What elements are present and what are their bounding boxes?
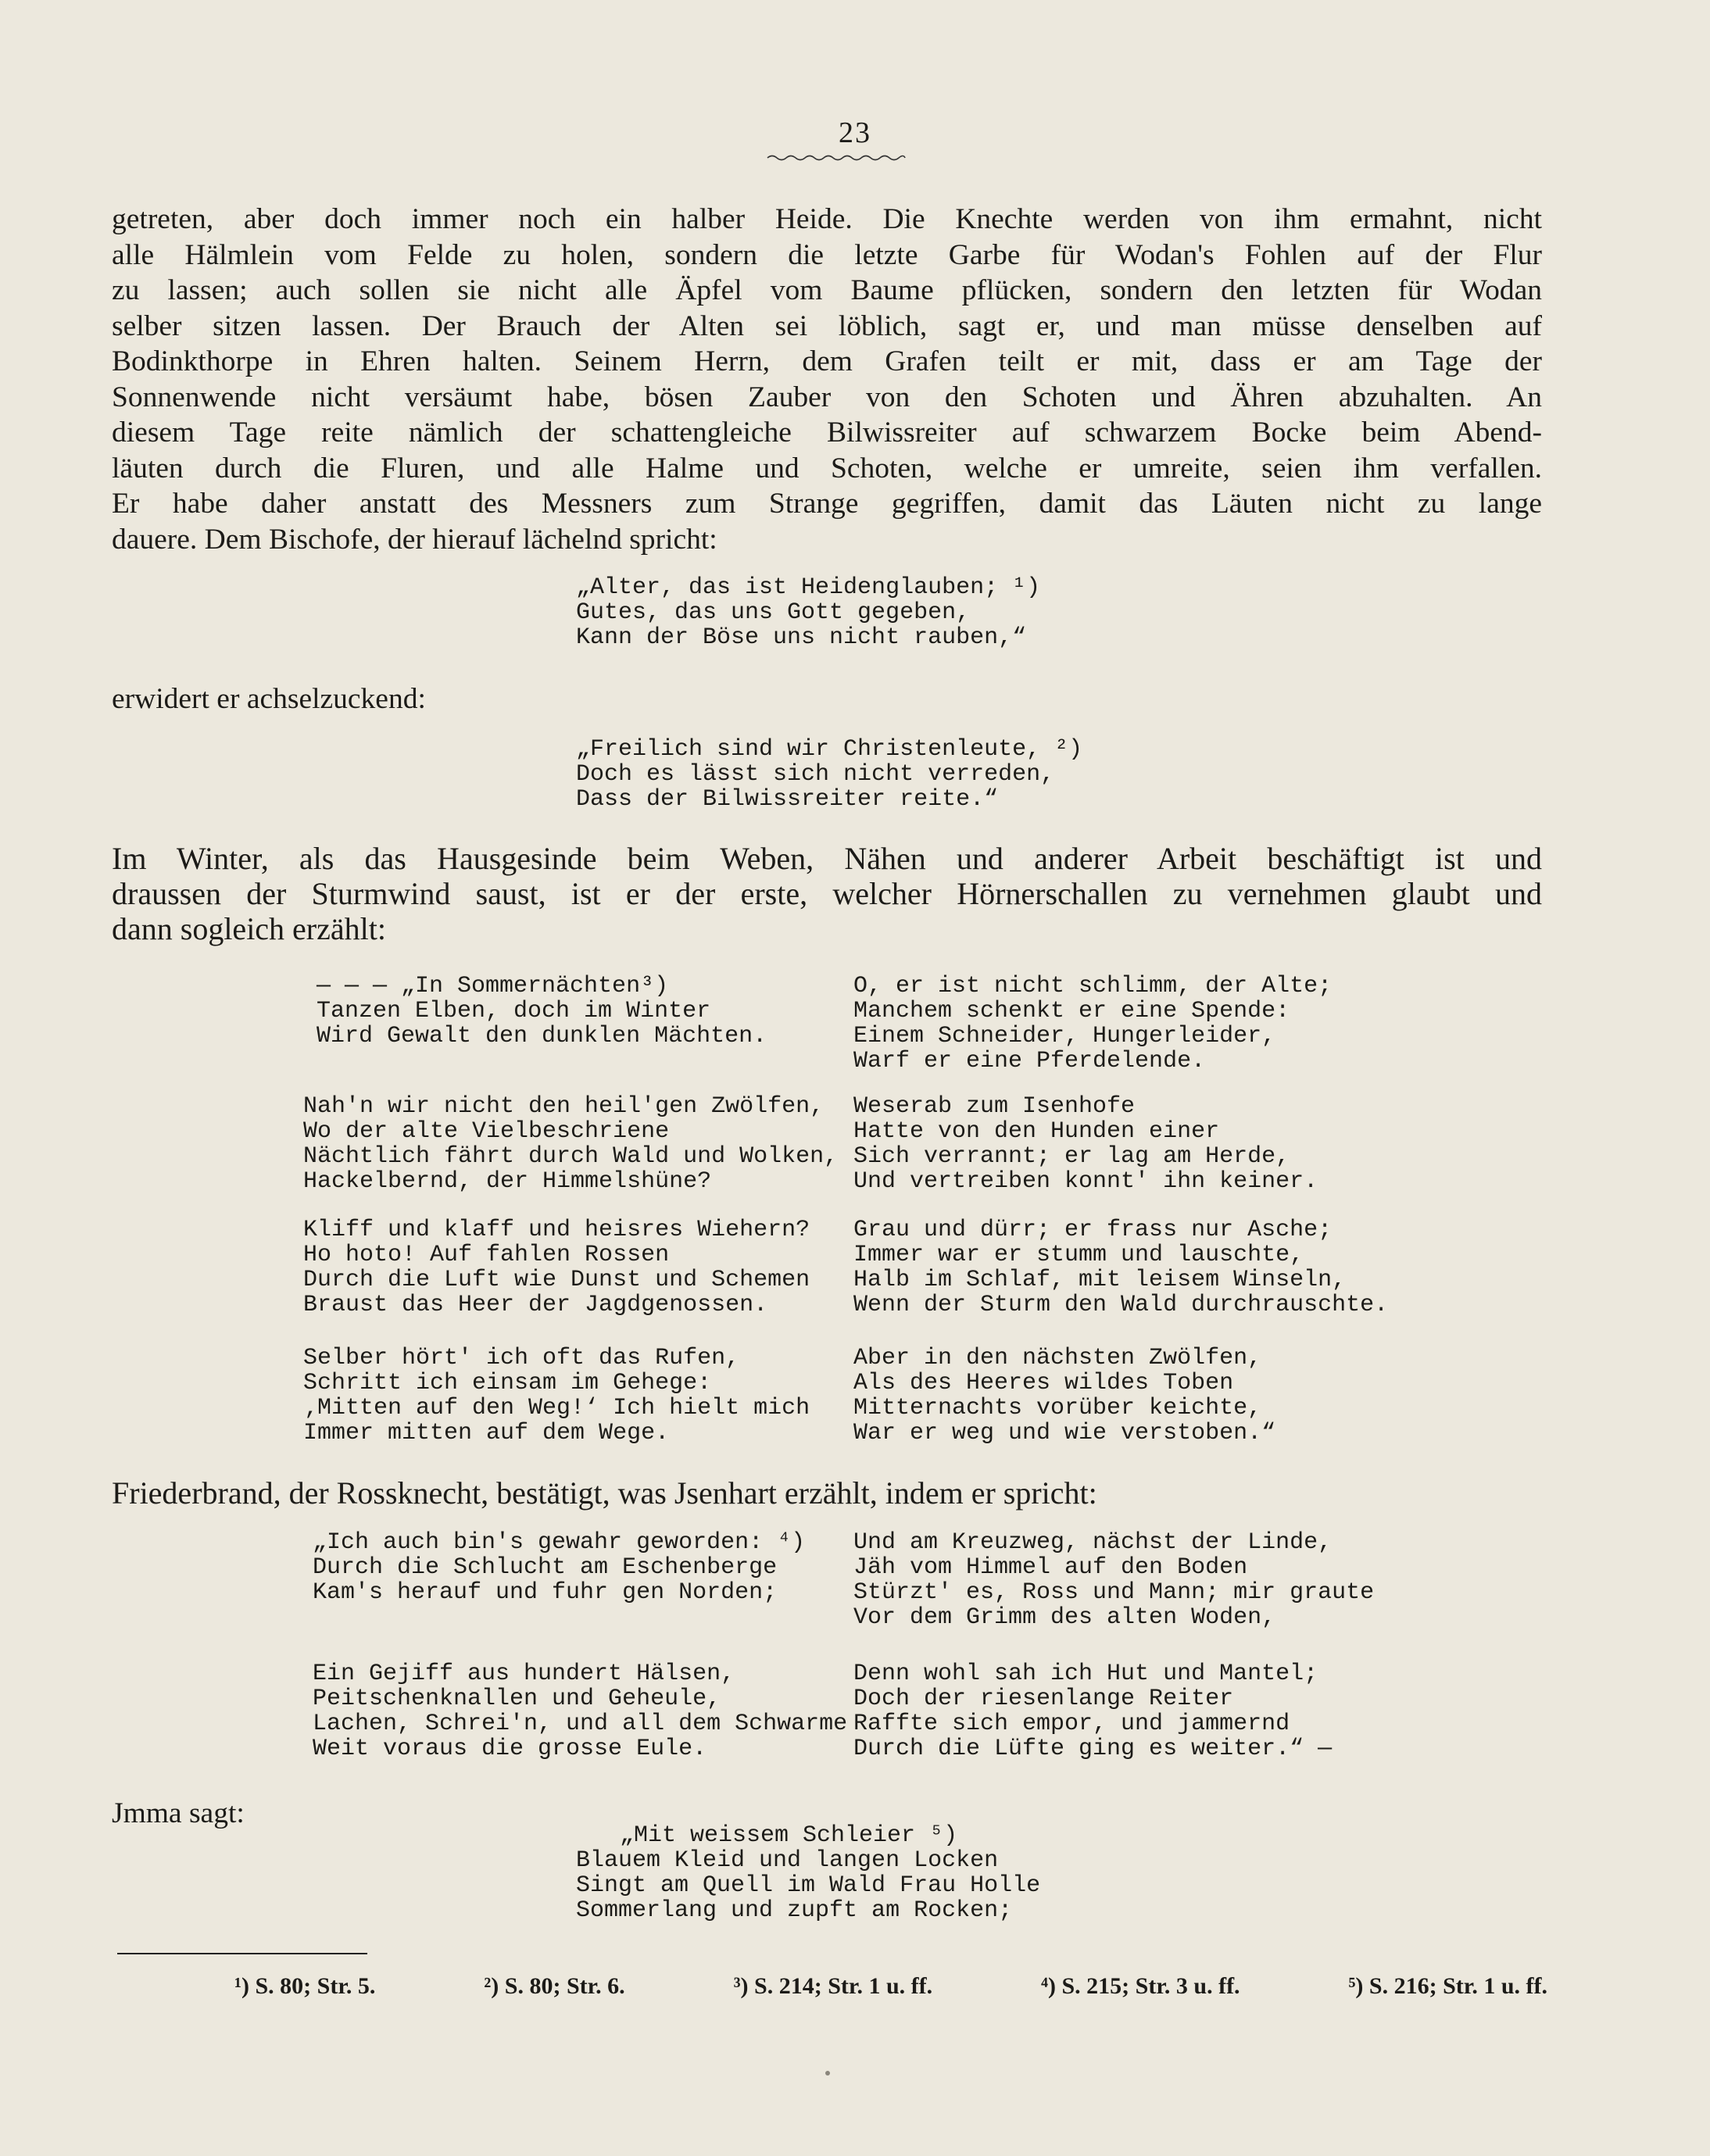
text-line: Jmma sagt: (112, 1797, 245, 1829)
verse-line: Hackelbernd, der Himmelshüne? (303, 1168, 712, 1195)
verse-winter-left-3 (303, 1217, 810, 1318)
text-line: getreten, aber doch immer noch ein halber Heide. Die Knechte werden von ihm ermahnt, nicht (112, 203, 1542, 235)
page-number-ornament-icon (766, 153, 907, 163)
verse-line: Weit voraus die grosse Eule. (313, 1736, 707, 1762)
page-number: 23 (839, 116, 871, 149)
verse-line: Wo der alte Vielbeschriene (303, 1118, 670, 1145)
verse-line: Schritt ich einsam im Gehege: (303, 1370, 712, 1396)
verse-bishop (576, 575, 1040, 650)
verse-line: „Mit weissem Schleier ⁵) (620, 1822, 958, 1849)
verse-line: Ho hoto! Auf fahlen Rossen (303, 1242, 670, 1268)
verse-line: Hatte von den Hunden einer (853, 1118, 1220, 1145)
text-line: dann sogleich erzählt: (112, 911, 386, 946)
verse-friederbrand-right-1 (853, 1530, 1374, 1630)
verse-line: Einem Schneider, Hungerleider, (853, 1023, 1276, 1049)
verse-friederbrand-right-2 (853, 1661, 1332, 1761)
verse-line: Lachen, Schrei'n, und all dem Schwarme (313, 1711, 848, 1737)
text-line: Im Winter, als das Hausgesinde beim Weben, Nähen und anderer Arbeit beschäftigt ist und (112, 841, 1542, 876)
verse-line: Jäh vom Himmel auf den Boden (853, 1554, 1248, 1581)
paragraph-2 (112, 681, 1542, 717)
text-line: erwidert er achselzuckend: (112, 683, 426, 715)
verse-line: — — — „In Sommernächten³) (317, 973, 669, 999)
paragraph-4 (112, 1475, 1542, 1511)
verse-line: Braust das Heer der Jagdgenossen. (303, 1292, 768, 1318)
text-line: dauere. Dem Bischofe, der hierauf lächelnd spricht: (112, 523, 717, 556)
verse-winter-right-1 (853, 974, 1332, 1074)
verse-line: Kliff und klaff und heisres Wiehern? (303, 1217, 810, 1243)
footnote-3: ³) S. 214; Str. 1 u. ff. (733, 1973, 933, 1999)
verse-line: Singt am Quell im Wald Frau Holle (576, 1872, 1041, 1899)
verse-winter-left-1 (317, 974, 767, 1049)
verse-line: Und am Kreuzweg, nächst der Linde, (853, 1529, 1333, 1556)
verse-line: Aber in den nächsten Zwölfen, (853, 1345, 1262, 1371)
verse-line: „Ich auch bin's gewahr geworden: ⁴) (313, 1529, 806, 1556)
verse-line: War er weg und wie verstoben.“ (853, 1420, 1276, 1446)
text-line: Er habe daher anstatt des Messners zum Strange gegriffen, damit das Läuten nicht zu lange (112, 488, 1542, 520)
verse-line: Sommerlang und zupft am Rocken; (576, 1897, 1013, 1924)
verse-line: Manchem schenkt er eine Spende: (853, 998, 1290, 1024)
text-line: Bodinkthorpe in Ehren halten. Seinem Herrn, dem Grafen teilt er mit, dass er am Tage der (112, 345, 1542, 377)
verse-line: Ein Gejiff aus hundert Hälsen, (313, 1661, 735, 1687)
text-line: Friederbrand, der Rossknecht, bestätigt, was Jsenhart erzählt, indem er spricht: (112, 1475, 1097, 1511)
verse-winter-right-3 (853, 1217, 1388, 1318)
verse-line: Durch die Lüfte ging es weiter.“ — (853, 1736, 1333, 1762)
verse-line: Durch die Schlucht am Eschenberge (313, 1554, 778, 1581)
verse-line: Durch die Luft wie Dunst und Schemen (303, 1267, 810, 1293)
text-line: läuten durch die Fluren, und alle Halme und Schoten, welche er umreite, seien ihm verfallen. (112, 452, 1542, 484)
verse-winter-left-4 (303, 1346, 810, 1446)
footnotes (234, 1973, 1547, 2000)
verse-line: Mitternachts vorüber keichte, (853, 1395, 1262, 1421)
verse-line: Halb im Schlaf, mit leisem Winseln, (853, 1267, 1347, 1293)
text-line: diesem Tage reite nämlich der schattengleiche Bilwissreiter auf schwarzem Bocke beim Abend- (112, 417, 1542, 449)
footnote-5: ⁵) S. 216; Str. 1 u. ff. (1348, 1973, 1547, 1999)
verse-line: Kam's herauf und fuhr gen Norden; (313, 1579, 778, 1606)
text-line: selber sitzen lassen. Der Brauch der Alten sei löblich, sagt er, und man müsse denselben auf (112, 309, 1542, 342)
verse-line: Selber hört' ich oft das Rufen, (303, 1345, 740, 1371)
verse-line: Dass der Bilwissreiter reite.“ (576, 786, 999, 813)
verse-line: Tanzen Elben, doch im Winter (317, 998, 711, 1024)
verse-friederbrand-left-2 (313, 1661, 847, 1761)
verse-line: Blauem Kleid und langen Locken (576, 1847, 999, 1874)
verse-line: Als des Heeres wildes Toben (853, 1370, 1234, 1396)
verse-line: Kann der Böse uns nicht rauben,“ (576, 624, 1027, 651)
verse-line: Stürzt' es, Ross und Mann; mir graute (853, 1579, 1375, 1606)
verse-winter-left-2 (303, 1094, 838, 1194)
verse-line: Grau und dürr; er frass nur Asche; (853, 1217, 1333, 1243)
verse-line: O, er ist nicht schlimm, der Alte; (853, 973, 1333, 999)
text-line: Sonnenwende nicht versäumt habe, bösen Zauber von den Schoten und Ähren abzuhalten. An (112, 381, 1542, 413)
paragraph-1 (112, 202, 1542, 557)
text-line: zu lassen; auch sollen sie nicht alle Äpfel vom Baume pflücken, sondern den letzten für Wodan (112, 274, 1542, 306)
verse-winter-right-4 (853, 1346, 1275, 1446)
verse-line: Wird Gewalt den dunklen Mächten. (317, 1023, 767, 1049)
verse-line: Denn wohl sah ich Hut und Mantel; (853, 1661, 1318, 1687)
verse-line: ‚Mitten auf den Weg!‘ Ich hielt mich (303, 1395, 810, 1421)
footnote-4: ⁴) S. 215; Str. 3 u. ff. (1041, 1973, 1240, 1999)
footnote-rule (117, 1953, 367, 1954)
footnote-2: ²) S. 80; Str. 6. (484, 1973, 625, 1999)
verse-friederbrand-left-1 (313, 1530, 805, 1605)
verse-line: Gutes, das uns Gott gegeben, (576, 599, 971, 626)
verse-line: Immer war er stumm und lauschte, (853, 1242, 1304, 1268)
verse-line: „Alter, das ist Heidenglauben; ¹) (576, 574, 1041, 601)
verse-line: Immer mitten auf dem Wege. (303, 1420, 670, 1446)
paragraph-3 (112, 841, 1542, 946)
verse-christians (576, 737, 1082, 812)
verse-line: Raffte sich empor, und jammernd (853, 1711, 1290, 1737)
verse-line: Nah'n wir nicht den heil'gen Zwölfen, (303, 1093, 825, 1120)
verse-line: Weserab zum Isenhofe (853, 1093, 1136, 1120)
verse-winter-right-2 (853, 1094, 1318, 1194)
verse-line: Nächtlich fährt durch Wald und Wolken, (303, 1143, 839, 1170)
verse-line: Warf er eine Pferdelende. (853, 1048, 1206, 1074)
footnote-1: ¹) S. 80; Str. 5. (234, 1973, 376, 1999)
verse-line: Doch es lässt sich nicht verreden, (576, 761, 1055, 788)
verse-line: Sich verrannt; er lag am Herde, (853, 1143, 1290, 1170)
verse-line: Vor dem Grimm des alten Woden, (853, 1604, 1276, 1631)
text-line: alle Hälmlein vom Felde zu holen, sondern die letzte Garbe für Wodan's Fohlen auf der Flur (112, 238, 1542, 271)
verse-line: Wenn der Sturm den Wald durchrauschte. (853, 1292, 1389, 1318)
text-line: draussen der Sturmwind saust, ist er der erste, welcher Hörnerschallen zu vernehmen glaubt und (112, 876, 1542, 911)
verse-imma (576, 1823, 1040, 1923)
paper-speck (825, 2071, 830, 2076)
verse-line: „Freilich sind wir Christenleute, ²) (576, 736, 1083, 763)
verse-line: Peitschenknallen und Geheule, (313, 1686, 721, 1712)
verse-line: Doch der riesenlange Reiter (853, 1686, 1234, 1712)
verse-line: Und vertreiben konnt' ihn keiner. (853, 1168, 1318, 1195)
